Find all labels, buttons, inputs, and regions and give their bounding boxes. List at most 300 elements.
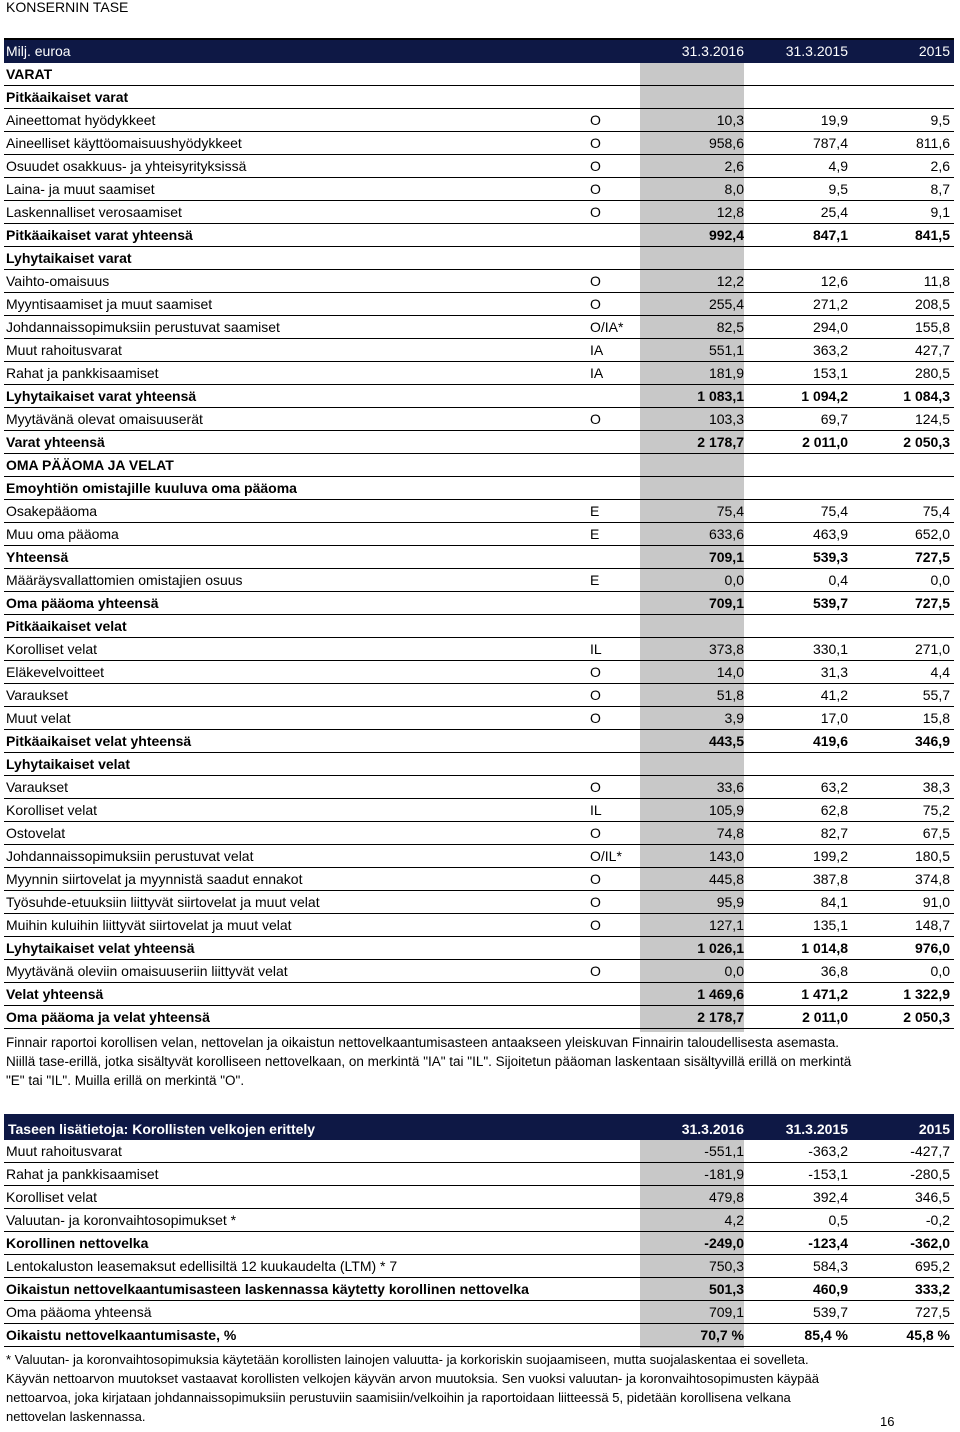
cell-label: Oikaistun nettovelkaantumisasteen laskennassa käytetty korollinen nettovelka [6,1281,529,1297]
cell-v3: 841,5 [914,227,950,243]
cell-v1: 3,9 [724,710,744,726]
cell-v2: 419,6 [812,733,848,749]
table-row [4,1006,954,1029]
table-row [4,385,954,408]
cell-v1: 958,6 [708,135,744,151]
cell-label: Varaukset [6,687,68,703]
cell-label: Emoyhtiön omistajille kuuluva oma pääoma [6,480,297,496]
table-row [4,776,954,799]
cell-v3: 11,8 [923,273,950,289]
cell-v1: 70,7 % [700,1327,744,1343]
cell-v2: 4,9 [828,158,848,174]
cell-v3 [848,477,950,499]
cell-v1: 709,1 [708,1304,744,1320]
cell-v2: 199,2 [812,848,848,864]
cell-label: Laskennalliset verosaamiset [6,204,182,220]
cell-v2: 363,2 [812,342,848,358]
note-line: Finnair raportoi korollisen velan, nettovelan ja oikaistun nettovelkaantumisasteen antaakseen yleiskuvan Finnairin taloudellisesta asemasta. [6,1035,839,1050]
table-row [4,638,954,661]
cell-code: O [590,894,601,910]
cell-v2 [746,753,848,775]
balance-header-row [4,40,954,63]
cell-v1: -181,9 [704,1166,744,1182]
cell-code: O [590,273,601,289]
cell-v1: 373,8 [708,641,744,657]
cell-v2: 63,2 [820,779,848,795]
cell-v2: 1 094,2 [801,388,848,404]
cell-code: O [590,917,601,933]
note-line: Niillä tase-erillä, jotka sisältyvät korolliseen nettovelkaan, on merkintä "IA" tai "IL". Sijoitetun pääoman laskentaan sisältyvillä erillä on merkintä [6,1054,852,1069]
cell-label: Korollinen nettovelka [6,1235,149,1251]
cell-code: IL [590,641,602,657]
table-row [4,546,954,569]
note-line: nettoarvoa, joka kirjataan johdannaissopimuksiin perustuviin saamisiin/velkoihin ja raportoidaan liitteessä 5, pidetään korollisena velkana [6,1390,791,1405]
cell-label: Velat yhteensä [6,986,104,1002]
cell-label: Johdannaissopimuksiin perustuvat saamiset [6,319,280,335]
cell-code: IA [590,342,604,358]
cell-v1: 74,8 [716,825,744,841]
table-row [4,201,954,224]
table-row [4,891,954,914]
table-row [4,1278,954,1301]
table-row [4,983,954,1006]
cell-code [590,730,640,752]
cell-v3: 91,0 [922,894,950,910]
table-row [4,822,954,845]
cell-v1: 8,0 [724,181,744,197]
table-row [4,1186,954,1209]
cell-code: E [590,503,600,519]
cell-label: Oma pääoma ja velat yhteensä [6,1009,210,1025]
cell-label: Oma pääoma yhteensä [6,595,159,611]
cell-v1: 2,6 [724,158,744,174]
cell-code [590,40,640,62]
cell-label: Oikaistu nettovelkaantumisaste, % [6,1327,237,1343]
cell-v1 [640,753,744,775]
cell-v3: 333,2 [914,1281,950,1297]
cell-label: Myyntisaamiset ja muut saamiset [6,296,213,312]
cell-label: Muu oma pääoma [6,526,119,542]
cell-v2: 584,3 [812,1258,848,1274]
cell-code: E [590,572,600,588]
cell-code [590,753,640,775]
cell-label: Rahat ja pankkisaamiset [6,1166,159,1182]
cell-v3 [848,753,950,775]
table-row [4,132,954,155]
cell-label: Pitkäaikaiset varat [6,89,129,105]
cell-v2: 62,8 [820,802,848,818]
cell-v2: 387,8 [812,871,848,887]
table-row [4,109,954,132]
note-line: nettovelan laskennassa. [6,1409,146,1424]
cell-v2: 9,5 [828,181,848,197]
cell-v2: 0,5 [828,1212,848,1228]
cell-code: E [590,526,600,542]
cell-v3: 75,2 [922,802,950,818]
table-row [4,86,954,109]
table-row [4,684,954,707]
cell-label: Ostovelat [6,825,66,841]
cell-code [590,431,640,453]
cell-v2: 36,8 [820,963,848,979]
cell-label: Yhteensä [6,549,69,565]
table-row [4,293,954,316]
cell-v1: 0,0 [724,572,744,588]
debt-breakdown-header [4,1114,954,1140]
table-row [4,753,954,776]
cell-v1: 443,5 [708,733,744,749]
table-row [4,178,954,201]
cell-v1 [640,615,744,637]
cell-v2: 1 471,2 [801,986,848,1002]
cell-v3: 427,7 [914,342,950,358]
table-row [4,454,954,477]
cell-label: VARAT [6,66,53,82]
cell-v2: 75,4 [820,503,848,519]
cell-v3: -362,0 [910,1235,950,1251]
cell-v2: 82,7 [820,825,848,841]
page-title: KONSERNIN TASE [6,0,129,15]
cell-v3 [848,86,950,108]
cell-code [590,63,640,85]
cell-label: Määräysvallattomien omistajien osuus [6,572,243,588]
table-row [4,868,954,891]
cell-v2: 19,9 [820,112,848,128]
cell-v1: 2 178,7 [697,1009,744,1025]
cell-code [590,1006,640,1028]
cell-v1: 1 469,6 [697,986,744,1002]
cell-code: O/IA* [590,319,624,335]
cell-code [590,546,640,568]
table-row [4,500,954,523]
note-line: * Valuutan- ja koronvaihtosopimuksia käytetään korollisten lainojen valuutta- ja korkoriskin suojaamiseen, mutta suojalaskentaa ei sovelleta. [6,1352,809,1367]
cell-v1: 103,3 [708,411,744,427]
table-row [4,1324,954,1347]
cell-v3: 727,5 [914,1304,950,1320]
cell-v2: 85,4 % [804,1327,848,1343]
cell-v1: 479,8 [708,1189,744,1205]
cell-label: Varat yhteensä [6,434,105,450]
cell-v2 [746,477,848,499]
cell-label: Myytävänä olevat omaisuuserät [6,411,203,427]
cell-v2: 12,6 [820,273,848,289]
cell-v2 [746,615,848,637]
cell-code [590,937,640,959]
cell-code: O [590,779,601,795]
cell-v3: 346,5 [914,1189,950,1205]
cell-v3: -0,2 [925,1212,950,1228]
cell-v2: 539,7 [812,595,848,611]
cell-label: Johdannaissopimuksiin perustuvat velat [6,848,254,864]
cell-v1: 633,6 [708,526,744,542]
cell-code: O [590,871,601,887]
cell-v2: 787,4 [812,135,848,151]
table-row [4,339,954,362]
cell-v2: 847,1 [812,227,848,243]
cell-code: IA [590,365,604,381]
cell-label: Valuutan- ja koronvaihtosopimukset * [6,1212,237,1228]
table-row [4,431,954,454]
cell-v1: 709,1 [708,595,744,611]
table-row [4,1140,954,1163]
cell-code: O [590,687,601,703]
cell-v2: 2 011,0 [802,434,848,450]
cell-v2: 17,0 [820,710,848,726]
cell-v2: 25,4 [820,204,848,220]
cell-v3: 727,5 [914,595,950,611]
cell-code: O [590,411,601,427]
cell-v1: 750,3 [708,1258,744,1274]
cell-v1 [640,477,744,499]
cell-v3 [848,63,950,85]
cell-label: Lyhytaikaiset velat [6,756,130,772]
cell-code: O [590,112,601,128]
cell-v2: 330,1 [812,641,848,657]
cell-v2: 392,4 [812,1189,848,1205]
cell-label: Vaihto-omaisuus [6,273,110,289]
note-derivatives [6,1350,956,1426]
table-row [4,408,954,431]
cell-v3: 0,0 [930,572,950,588]
cell-code [590,86,640,108]
cell-v1: 95,9 [716,894,744,910]
cell-v3: 55,7 [922,687,950,703]
cell-v1: 181,9 [708,365,744,381]
cell-label: Pitkäaikaiset velat [6,618,127,634]
cell-v3: -280,5 [910,1166,950,1182]
page-number: 16 [880,1414,895,1429]
cell-v3 [848,454,950,476]
cell-v1: 10,3 [716,112,744,128]
cell-v3: 155,8 [914,319,950,335]
cell-label: Lyhytaikaiset varat [6,250,132,266]
table-row [4,316,954,339]
cell-code: O [590,963,601,979]
cell-v2: 271,2 [812,296,848,312]
cell-code: O [590,135,601,151]
cell-v3: 2 050,3 [903,1009,950,1025]
cell-v3: -427,7 [910,1143,950,1159]
table-row [4,224,954,247]
cell-label: Aineelliset käyttöomaisuushyödykkeet [6,135,242,151]
cell-v1: 992,4 [708,227,744,243]
cell-v2: 2 011,0 [802,1009,848,1025]
cell-v1: 551,1 [708,342,744,358]
cell-v3: 374,8 [914,871,950,887]
cell-label: Korolliset velat [6,802,98,818]
cell-v3: 695,2 [914,1258,950,1274]
cell-code [590,224,640,246]
cell-v1: -551,1 [704,1143,744,1159]
cell-v1: 51,8 [716,687,744,703]
cell-v1 [640,86,744,108]
cell-label: Korolliset velat [6,1189,98,1205]
cell-label: Myytävänä oleviin omaisuuseriin liittyvät velat [6,963,288,979]
cell-v2: 0,4 [828,572,848,588]
cell-v1: 0,0 [724,963,744,979]
cell-v1: 445,8 [708,871,744,887]
cell-v2: 31,3 [820,664,848,680]
cell-v2 [746,454,848,476]
cell-code: O [590,825,601,841]
cell-v3: 124,5 [914,411,950,427]
balance-sheet-table [4,40,954,1029]
table-row [4,1209,954,1232]
cell-v2: -123,4 [808,1235,848,1251]
cell-label: Varaukset [6,779,68,795]
cell-v1: 4,2 [724,1212,744,1228]
cell-v3: 1 322,9 [903,986,950,1002]
cell-v2: 84,1 [820,894,848,910]
table-row [4,661,954,684]
cell-v3: 811,6 [916,135,950,151]
cell-code: O/IL* [590,848,622,864]
cell-v2: 1 014,8 [801,940,848,956]
table-row [4,63,954,86]
cell-v3: 9,1 [930,204,950,220]
table-row [4,1301,954,1324]
cell-v3: 271,0 [914,641,950,657]
debt-header-label: Taseen lisätietoja: Korollisten velkojen erittely [8,1121,316,1137]
table-row [4,799,954,822]
debt-header-col-3: 2015 [918,1121,950,1137]
cell-code: O [590,158,601,174]
table-row [4,1232,954,1255]
cell-label: Oma pääoma yhteensä [6,1304,152,1320]
cell-label: Pitkäaikaiset velat yhteensä [6,733,192,749]
cell-v3: 38,3 [922,779,950,795]
cell-v2: 539,7 [812,1304,848,1320]
cell-v2 [746,86,848,108]
cell-v3: 2,6 [930,158,950,174]
cell-code [590,385,640,407]
table-row [4,362,954,385]
cell-label: Muut rahoitusvarat [6,342,122,358]
table-row [4,247,954,270]
cell-v1: 127,1 [708,917,744,933]
cell-v1: 709,1 [708,549,744,565]
cell-v1: 82,5 [716,319,744,335]
cell-code [590,592,640,614]
cell-v3: 45,8 % [906,1327,950,1343]
cell-code [590,477,640,499]
cell-v1: 1 026,1 [697,940,744,956]
cell-label: Osakepääoma [6,503,98,519]
cell-label: Milj. euroa [6,43,71,59]
table-row [4,845,954,868]
note-line: Käyvän nettoarvon muutokset vastaavat korollisten velkojen käyvän arvon muutoksia. Sen vuoksi valuutan- ja koronvaihtosopimusten käypää [6,1371,819,1386]
cell-v3: 9,5 [930,112,950,128]
cell-v1: 75,4 [716,503,744,519]
cell-code: O [590,181,601,197]
cell-v1: 255,4 [708,296,744,312]
cell-v1: 14,0 [716,664,744,680]
note-line: "E" tai "IL". Muilla erillä on merkintä "O". [6,1073,245,1088]
cell-v1: 12,8 [716,204,744,220]
cell-v1: -249,0 [704,1235,744,1251]
cell-v3: 75,4 [922,503,950,519]
cell-label: Rahat ja pankkisaamiset [6,365,159,381]
cell-label: Eläkevelvoitteet [6,664,105,680]
table-row [4,914,954,937]
cell-v1: 1 083,1 [697,388,744,404]
cell-v3: 208,5 [914,296,950,312]
cell-label: Pitkäaikaiset varat yhteensä [6,227,193,243]
cell-v2: 31.3.2015 [785,43,848,59]
debt-header-col-2: 31.3.2015 [785,1121,848,1137]
cell-v2: -363,2 [808,1143,848,1159]
cell-v1 [640,454,744,476]
cell-label: Lentokaluston leasemaksut edellisiltä 12 kuukaudelta (LTM) * 7 [6,1258,398,1274]
cell-v2: 294,0 [812,319,848,335]
note-interest-bearing [6,1033,956,1090]
cell-v1 [640,63,744,85]
cell-v3: 4,4 [930,664,950,680]
cell-label: Muut velat [6,710,71,726]
cell-code [590,615,640,637]
table-row [4,1255,954,1278]
cell-label: Laina- ja muut saamiset [6,181,155,197]
cell-label: OMA PÄÄOMA JA VELAT [6,457,174,473]
cell-v3: 652,0 [914,526,950,542]
cell-v3: 180,5 [914,848,950,864]
cell-label: Lyhytaikaiset velat yhteensä [6,940,195,956]
debt-header-col-1: 31.3.2016 [681,1121,744,1137]
table-row [4,270,954,293]
cell-code: O [590,204,601,220]
cell-label: Aineettomat hyödykkeet [6,112,156,128]
cell-code: O [590,296,601,312]
cell-v1 [640,247,744,269]
cell-v2: 539,3 [812,549,848,565]
cell-v1: 31.3.2016 [681,43,744,59]
cell-v1: 143,0 [708,848,744,864]
cell-code: O [590,664,601,680]
cell-v1: 105,9 [708,802,744,818]
table-row [4,592,954,615]
cell-v2: 41,2 [820,687,848,703]
cell-v3: 15,8 [922,710,950,726]
cell-v1: 12,2 [716,273,744,289]
table-row [4,937,954,960]
cell-code: O [590,710,601,726]
cell-v3 [848,247,950,269]
cell-v2: 69,7 [820,411,848,427]
cell-v3: 148,7 [914,917,950,933]
cell-label: Lyhytaikaiset varat yhteensä [6,388,197,404]
cell-v3: 0,0 [930,963,950,979]
cell-v3: 280,5 [914,365,950,381]
table-row [4,730,954,753]
cell-v2: -153,1 [808,1166,848,1182]
cell-v3: 346,9 [914,733,950,749]
table-row [4,707,954,730]
cell-code [590,454,640,476]
cell-label: Muihin kuluihin liittyvät siirtovelat ja muut velat [6,917,292,933]
cell-label: Muut rahoitusvarat [6,1143,122,1159]
cell-v2 [746,63,848,85]
cell-v2 [746,247,848,269]
cell-v1: 2 178,7 [697,434,744,450]
cell-code [590,247,640,269]
table-row [4,155,954,178]
cell-v2: 460,9 [812,1281,848,1297]
cell-v3: 2015 [918,43,950,59]
cell-v1: 501,3 [708,1281,744,1297]
table-row [4,615,954,638]
cell-v2: 135,1 [812,917,848,933]
cell-v3: 2 050,3 [903,434,950,450]
